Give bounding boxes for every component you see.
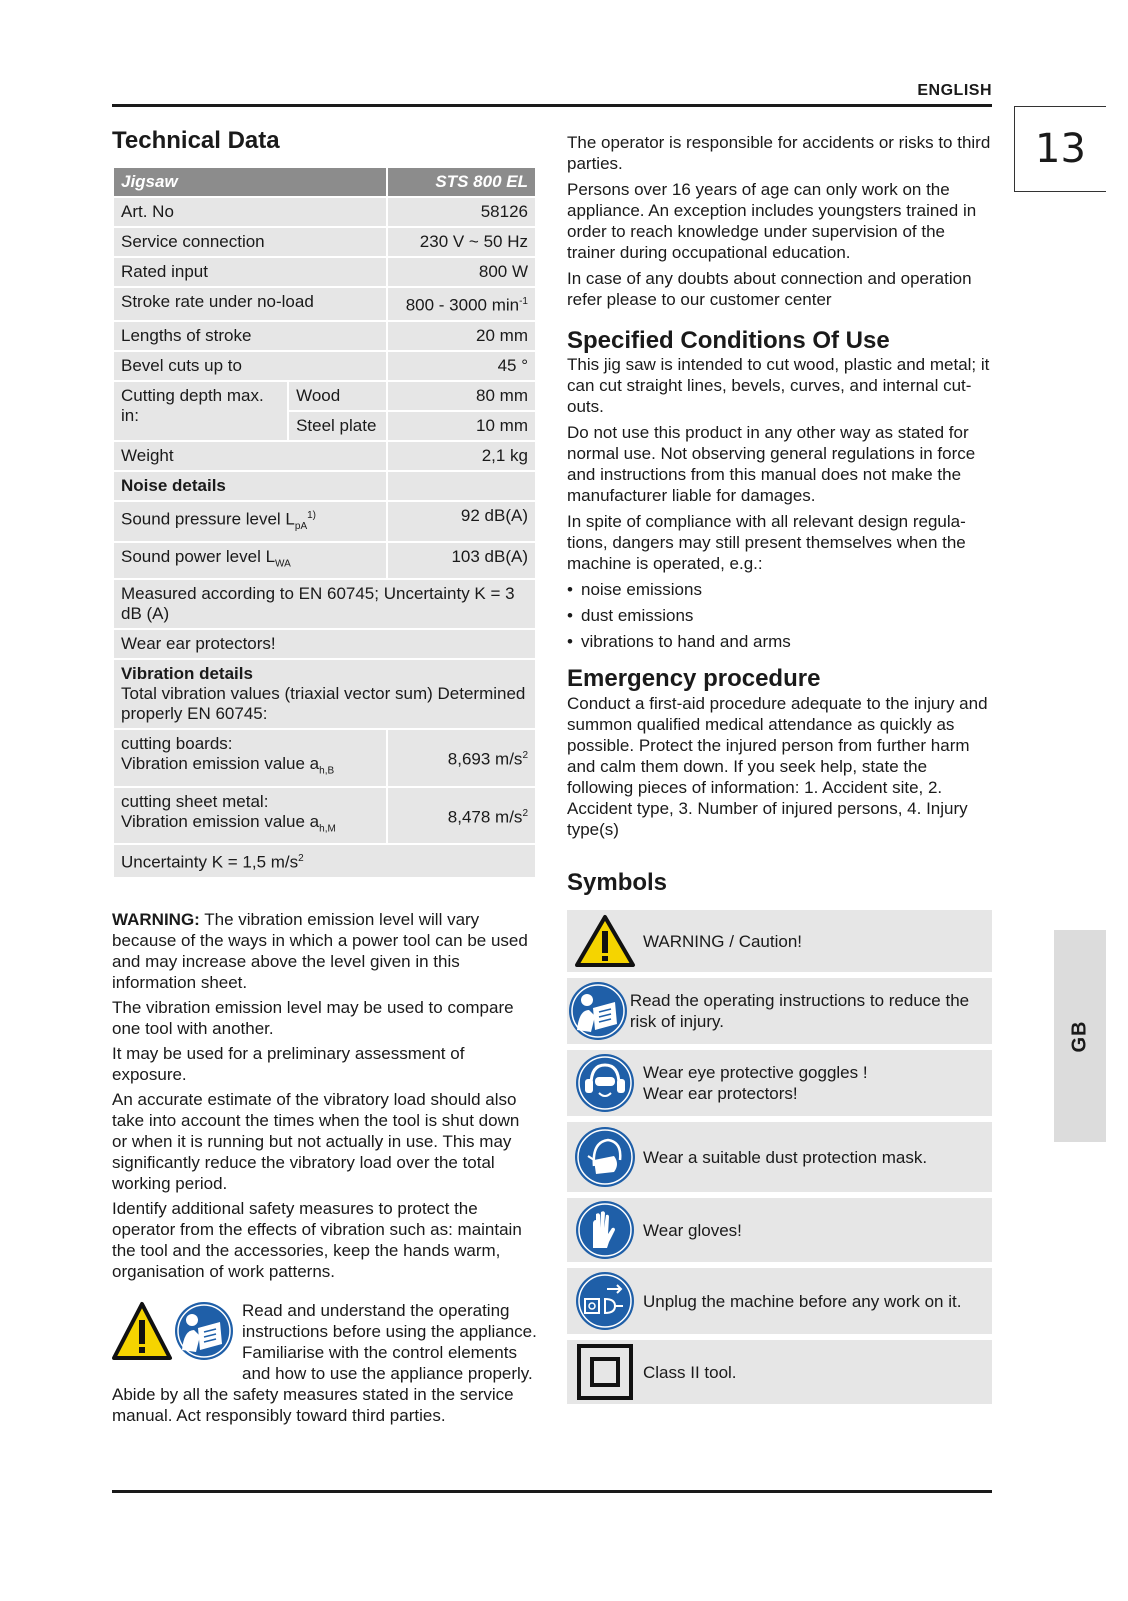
subscript: WA [275,558,291,570]
row-label [113,542,387,579]
sound-power-label: Sound power level L [121,547,276,567]
row-label: Bevel cuts up to [113,351,387,381]
row-value [387,787,536,844]
symbol-text: Wear a suitable dust protection mask. [643,1147,928,1167]
boards-value: 8,693 m/s [447,750,523,769]
vibration-intro: Total vibration values (triaxial vector sum) Determined properly EN 60745: [121,684,526,724]
goggles-text: Wear eye protective goggles ! [643,1063,868,1083]
warning-text: The vibration emission level will vary because of the ways in which a power tool can be used and may increase above the level given in this information sheet. [112,909,528,992]
vibration-details-heading: Vibration details [121,664,253,684]
symbol-text: Read the operating instructions to reduce the risk of injury. [629,991,970,1032]
subscript: h,B [319,765,335,777]
list-item: • dust emissions [567,605,992,626]
responsibility-paragraph: The operator is responsible for accidents or risks to third parties. [567,133,991,173]
warning-paragraph: It may be used for a preliminary assessment of exposure. [112,1043,465,1084]
left-column [112,128,537,1426]
table-row [113,844,536,878]
emergency-title: Emergency procedure [567,665,821,693]
table-row [113,471,536,501]
row-label [113,787,387,844]
symbol-row [567,1050,992,1116]
symbol-text: WARNING / Caution! [643,931,803,951]
footer-rule [112,1490,992,1493]
symbols-list [567,910,992,1404]
symbol-row [567,1198,992,1262]
language-code: GB [1068,1020,1091,1052]
conditions-paragraph: Do not use this product in any other way as stated for normal use. Not observing general regulations in force and instructions from this manual does not make the manufacturer liable for damages. [567,423,976,506]
read-instructions-note [112,1300,537,1426]
row-value: 45 ° [387,351,536,381]
steel-value: 10 mm [387,411,536,441]
row-value [387,287,536,321]
table-row [113,351,536,381]
row-value: 58126 [387,197,536,227]
header-language: ENGLISH [917,82,992,99]
table-header-row [113,167,536,197]
list-item: • noise emissions [567,579,992,600]
technical-data-title: Technical Data [112,127,280,154]
symbol-row [567,910,992,972]
table-row [113,257,536,287]
table-row [113,579,536,629]
row-label: Lengths of stroke [113,321,387,351]
table-row [113,629,536,659]
dust-mask-icon [567,1126,643,1188]
warning-paragraph: An accurate estimate of the vibratory load should also take into account the times when the tool is shut down or when it is running but not actually in use. This may significantly reduce the vibratory load over the total working period. [112,1089,520,1193]
list-item: • vibrations to hand and arms [567,631,992,652]
unit-exponent: 2 [522,807,528,819]
uncertainty-note [113,844,536,878]
symbol-text [643,1062,868,1104]
row-value: 20 mm [387,321,536,351]
ear-text: Wear ear protectors! [643,1084,798,1104]
ear-protectors-note: Wear ear protectors! [113,629,536,659]
conditions-title: Specified Conditions Of Use [567,327,890,354]
conditions-paragraph: In spite of compliance with all relevant design regulations, dangers may still present themselves when the machine is operated, e.g.: [567,512,966,574]
wood-label: Wood [288,381,387,411]
row-label: Service connection [113,227,387,257]
read-manual-icon [567,981,630,1041]
noise-details-heading: Noise details [113,471,387,501]
table-row [113,227,536,257]
goggles-ear-protection-icon [567,1053,643,1113]
class-ii-icon [567,1343,643,1401]
sound-pressure-label: Sound pressure level L [121,509,295,529]
row-value [387,729,536,786]
table-row [113,787,536,844]
stroke-rate-value: 800 - 3000 min [405,296,520,316]
uncertainty-text: Uncertainty K = 1,5 m/s [121,852,299,872]
table-row [113,287,536,321]
page-number: 13 [1014,106,1106,192]
unit-exponent: 2 [522,750,528,762]
row-value: 2,1 kg [387,441,536,471]
table-row [113,501,536,542]
wood-value: 80 mm [387,381,536,411]
right-column [567,132,992,1410]
symbols-title: Symbols [567,868,668,896]
unplug-icon [567,1271,643,1331]
table-row [113,197,536,227]
measured-note: Measured according to EN 60745; Uncertainty K = 3 dB (A) [113,579,536,629]
vibration-emission-text: Vibration emission value a [121,811,320,831]
cutting-depth-label: Cutting depth max. in: [113,381,288,441]
row-label: Weight [113,441,387,471]
row-label [113,729,387,786]
row-value: 103 dB(A) [387,542,536,579]
warning-triangle-icon [112,1300,234,1364]
vibration-emission-label [121,754,379,781]
warning-triangle-icon [567,913,643,969]
table-row [113,659,536,729]
table-row [113,729,536,786]
row-label: Rated input [113,257,387,287]
row-label: Art. No [113,197,387,227]
row-value: 92 dB(A) [387,501,536,542]
vibration-details-cell [113,659,536,729]
conditions-paragraph: This jig saw is intended to cut wood, plastic and metal; it can cut straight lines, bevels, curves, and internal cut-outs. [567,355,990,417]
table-row [113,441,536,471]
header-rule [112,104,992,107]
table-row [113,381,536,411]
subscript: pA [294,521,308,533]
emergency-text: Conduct a first-aid procedure adequate to the injury and summon qualified medical attendance as quickly as possible. Protect the injured person from further harm and calm them down. If you seek help, state the following pieces of information: 1. Accident site, 2. Accident type, 3. Number of injured persons, 4. Injury type(s) [567,693,988,839]
symbol-row [567,1268,992,1334]
read-note-icons [112,1300,232,1364]
symbol-text: Unplug the machine before any work on it. [643,1291,962,1311]
symbol-row [567,1122,992,1192]
empty-cell [387,471,536,501]
doubts-paragraph: In case of any doubts about connection and operation refer please to our customer center [567,269,972,309]
symbol-row [567,1340,992,1404]
symbol-text: Wear gloves! [643,1220,742,1240]
row-label: Stroke rate under no-load [113,287,387,321]
table-row [113,542,536,579]
header-model: STS 800 EL [387,167,536,197]
warning-paragraph: The vibration emission level may be used to compare one tool with another. [112,997,514,1038]
vibration-emission-text: Vibration emission value a [121,754,320,774]
hazard-list [567,579,992,652]
warning-paragraph: Identify additional safety measures to protect the operator from the effects of vibration such as: maintain the tool and the accessories, keep the hands warm, organisation of work patterns. [112,1198,522,1281]
unit-exponent: -1 [519,296,528,308]
subscript: h,M [319,823,336,835]
age-paragraph: Persons over 16 years of age can only work on the appliance. An exception includes youngsters trained in order to reach knowledge under supervision of the trainer during occupational education. [567,180,977,262]
technical-data-table [112,166,537,879]
symbol-text: Class II tool. [643,1362,737,1382]
row-label [113,501,387,542]
vibration-warning [112,909,537,1282]
symbol-row [567,978,992,1044]
row-value: 800 W [387,257,536,287]
steel-label: Steel plate [288,411,387,441]
footnote-mark: 1) [307,510,317,522]
row-value: 230 V ~ 50 Hz [387,227,536,257]
warning-label: WARNING: [112,909,200,929]
read-note-text: Read and understand the operating instructions before using the appliance. Familiarise with the control elements and how to use the appliance properly. Abide by all the safety measures stated in the service manual. Act responsibly toward third parties. [112,1300,537,1425]
header-product: Jigsaw [113,167,387,197]
unit-exponent: 2 [298,853,304,865]
cutting-boards-label: cutting boards: [121,734,233,754]
vibration-emission-label [121,812,379,839]
cutting-sheet-metal-label: cutting sheet metal: [121,791,269,811]
table-row [113,321,536,351]
language-side-tab [1054,930,1106,1142]
sheet-value: 8,478 m/s [447,807,523,827]
gloves-icon [567,1200,643,1260]
